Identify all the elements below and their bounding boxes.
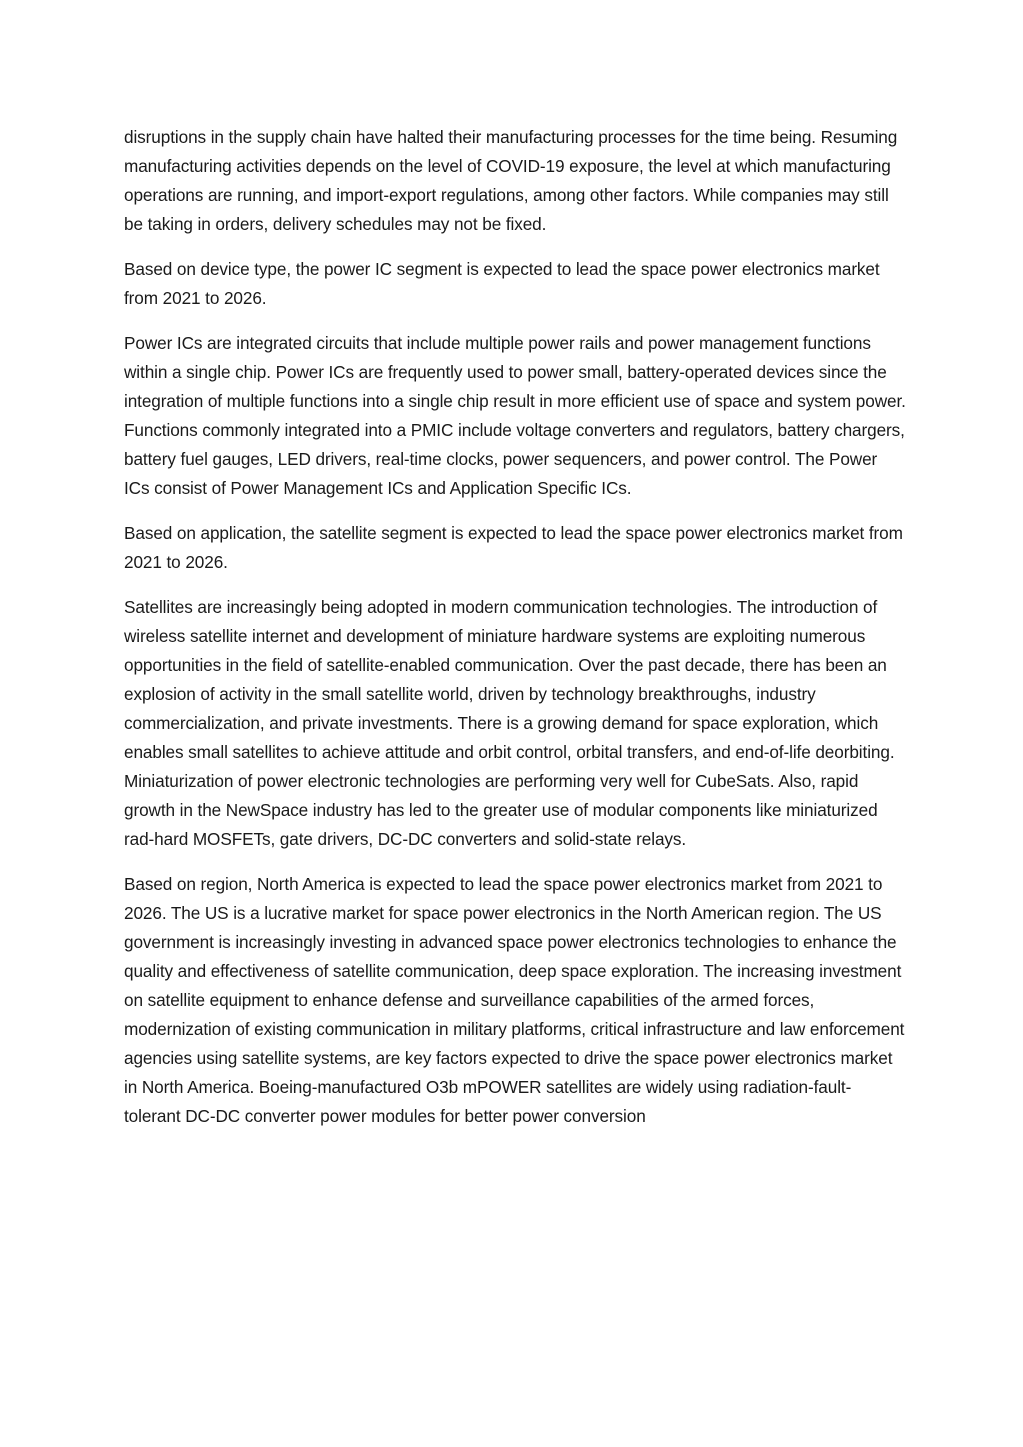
paragraph-application: Based on application, the satellite segment is expected to lead the space power electronics market from 2021 to 2026.	[124, 523, 903, 572]
paragraph-supply-chain: disruptions in the supply chain have halted their manufacturing processes for the time being. Resuming manufacturing activities depends on the level of COVID-19 exposure, the level at which manufacturing operations are running, and import-export regulations, among other factors. While companies may still be taking in orders, delivery schedules may not be fixed.	[124, 127, 898, 234]
paragraph-satellites: Satellites are increasingly being adopted in modern communication technologies. The introduction of wireless satellite internet and development of miniature hardware systems are exploiting numerous opportunities in the field of satellite-enabled communication. Over the past decade, there has been an explosion of activity in the small satellite world, driven by technology breakthroughs, industry commercialization, and private investments. There is a growing demand for space exploration, which enables small satellites to achieve attitude and orbit control, orbital transfers, and end-of-life deorbiting. Miniaturization of power electronic technologies are performing very well for CubeSats. Also, rapid growth in the NewSpace industry has led to the greater use of modular components like miniaturized rad-hard MOSFETs, gate drivers, DC-DC converters and solid-state relays.	[124, 597, 895, 849]
paragraph-region: Based on region, North America is expected to lead the space power electronics market from 2021 to 2026. The US is a lucrative market for space power electronics in the North American region. The US government is increasingly investing in advanced space power electronics technologies to enhance the quality and effectiveness of satellite communication, deep space exploration. The increasing investment on satellite equipment to enhance defense and surveillance capabilities of the armed forces, modernization of existing communication in military platforms, critical infrastructure and law enforcement agencies using satellite systems, are key factors expected to drive the space power electronics market in North America. Boeing-manufactured O3b mPOWER satellites are widely using radiation-fault-tolerant DC-DC converter power modules for better power conversion	[124, 874, 905, 1126]
paragraph-power-ics: Power ICs are integrated circuits that include multiple power rails and power management functions within a single chip. Power ICs are frequently used to power small, battery-operated devices since the integration of multiple functions into a single chip result in more efficient use of space and system power. Functions commonly integrated into a PMIC include voltage converters and regulators, battery chargers, battery fuel gauges, LED drivers, real-time clocks, power sequencers, and power control. The Power ICs consist of Power Management ICs and Application Specific ICs.	[124, 333, 906, 498]
paragraph-device-type: Based on device type, the power IC segment is expected to lead the space power electronics market from 2021 to 2026.	[124, 259, 880, 308]
document-body	[124, 123, 906, 1147]
